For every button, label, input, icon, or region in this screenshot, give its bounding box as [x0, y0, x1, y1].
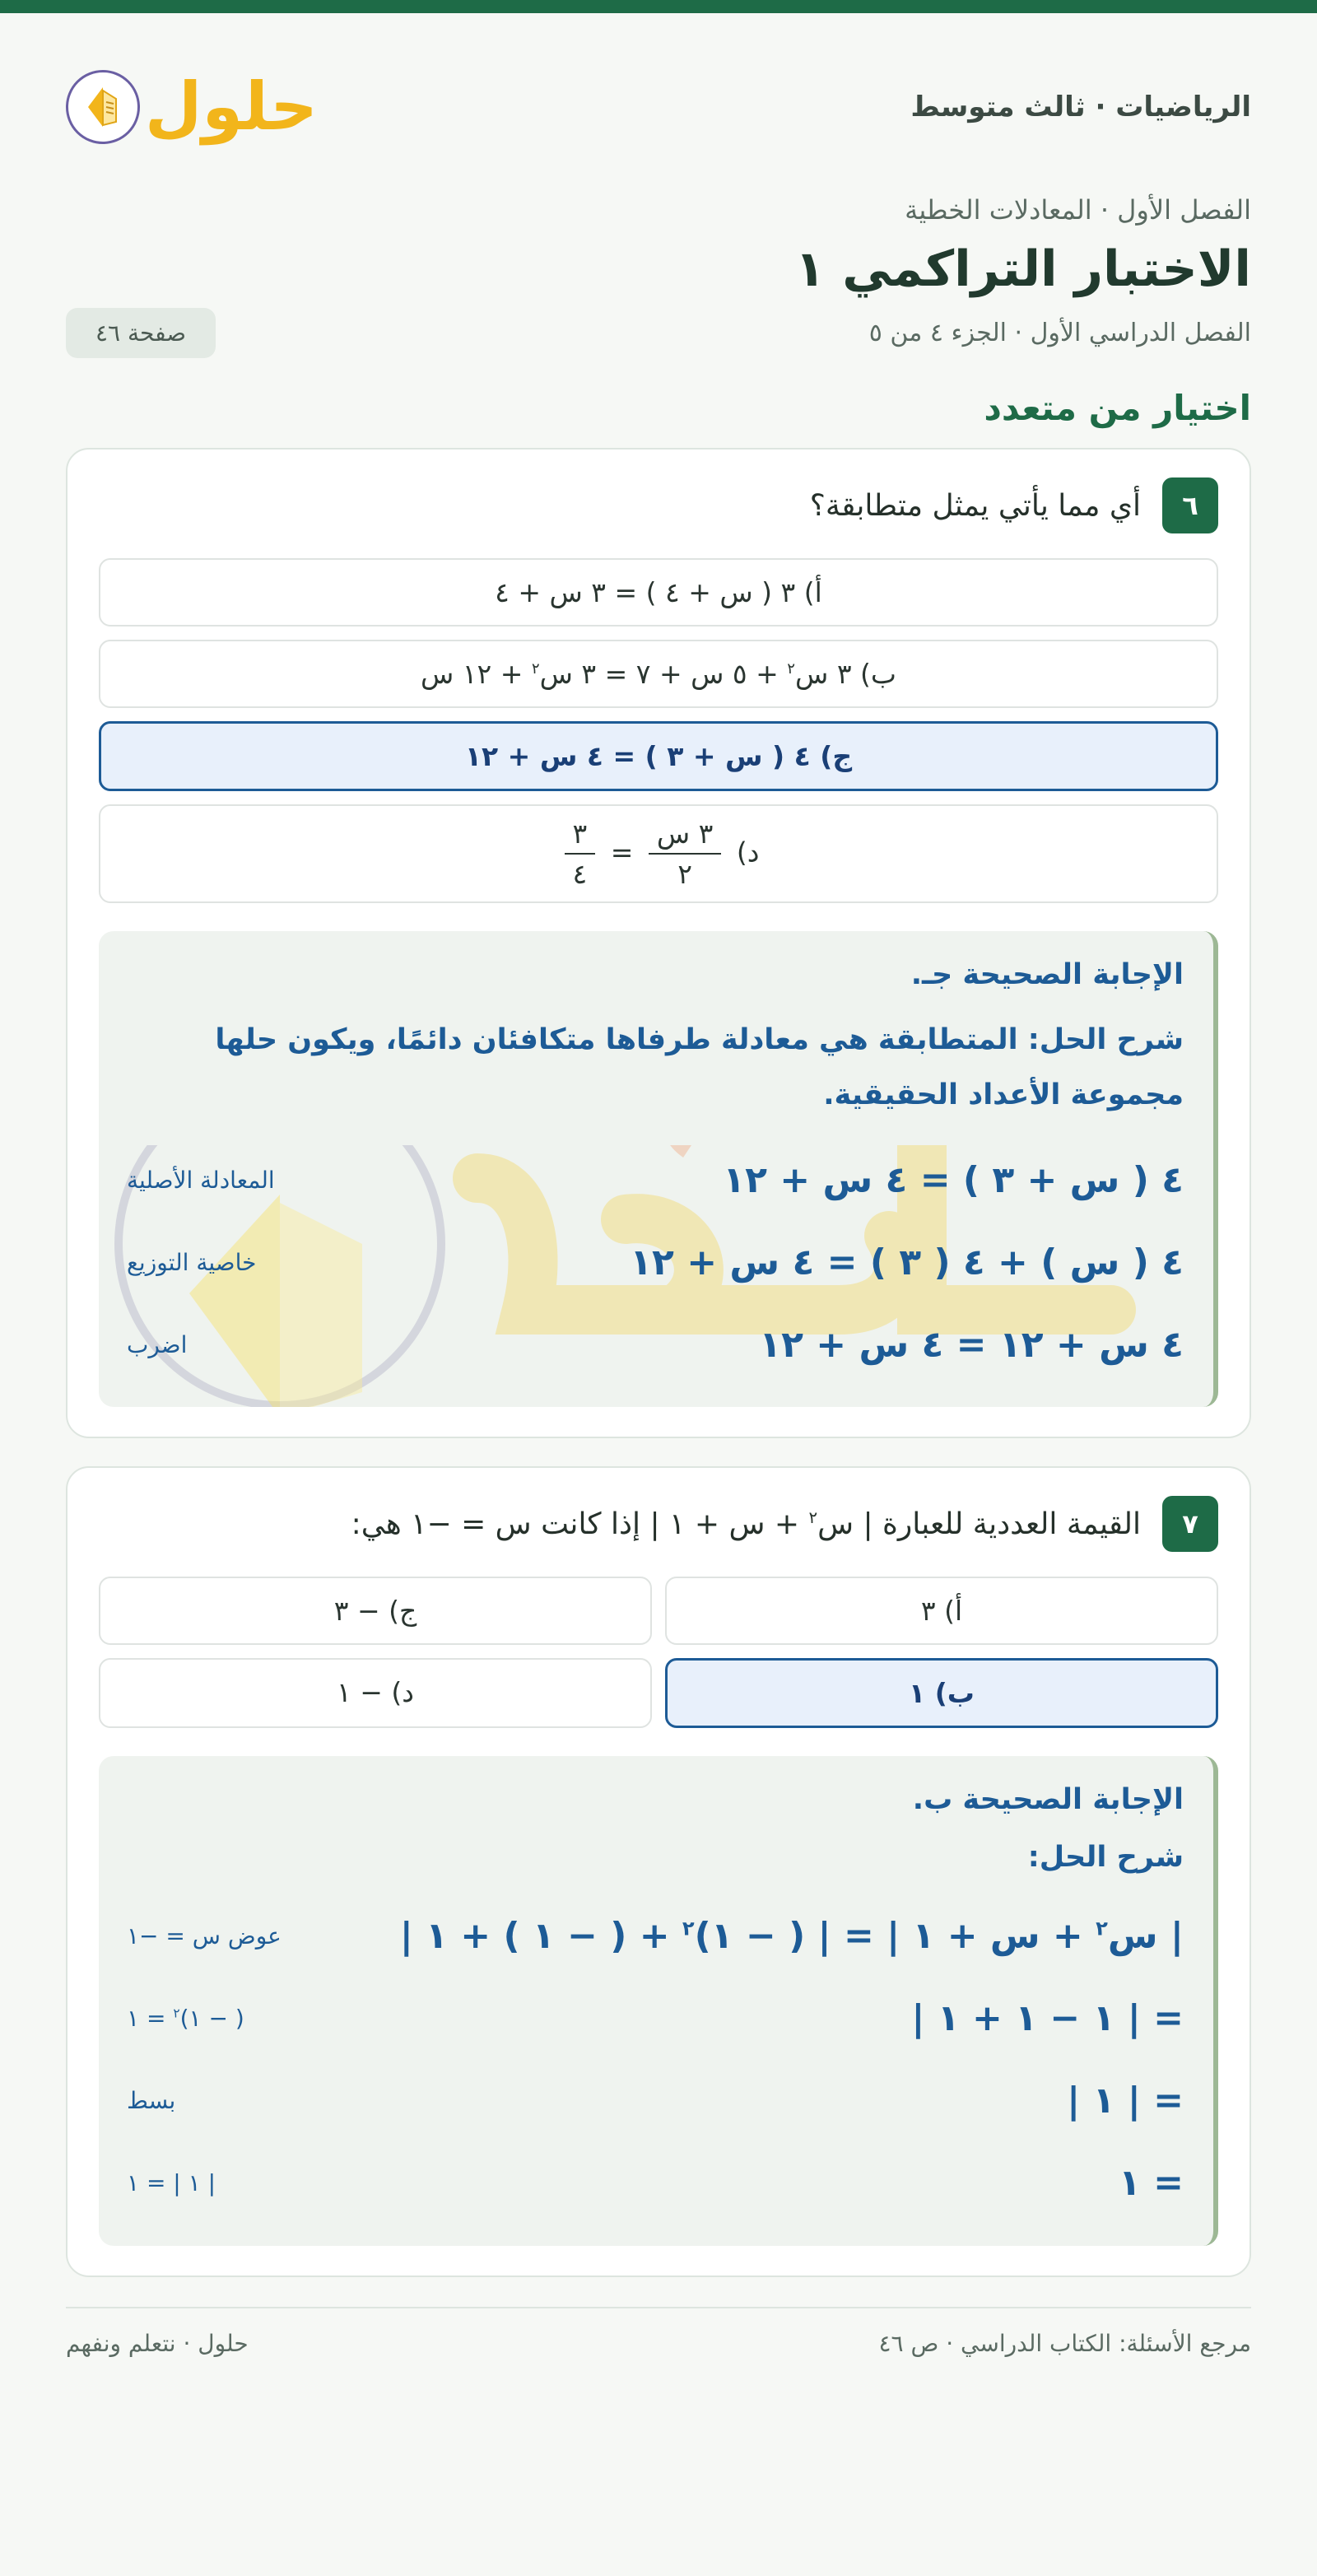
eq-part: | س	[1107, 1915, 1184, 1958]
step-equation	[400, 1915, 1184, 1957]
note-part: = ١	[127, 2005, 174, 2033]
fraction	[649, 818, 722, 890]
solution-step	[127, 2060, 1184, 2142]
page-number-badge: صفحة ٤٦	[66, 308, 216, 358]
solution-step	[127, 1139, 1184, 1221]
section-title: اختيار من متعدد	[984, 388, 1251, 428]
step-equation: = | ١ |	[1067, 2080, 1184, 2122]
option-b-selected[interactable]: ب) ١	[665, 1658, 1218, 1728]
question-text-part: + س + ١ | إذا كانت س = −١ هي:	[351, 1507, 809, 1541]
step-equation: ٤ ( س ) + ٤ ( ٣ ) = ٤ س + ١٢	[630, 1241, 1184, 1283]
solution-explanation: شرح الحل: المتطابقة هي معادلة طرفاها متكافئان دائمًا، ويكون حلها مجموعة الأعداد الحقيقية.	[215, 1023, 1184, 1111]
step-note: اضرب	[127, 1330, 188, 1358]
exponent: ٢	[808, 1507, 818, 1527]
step-equation: = ١	[1118, 2162, 1184, 2205]
solution-box	[99, 1756, 1218, 2246]
step-note: عوض س = −١	[127, 1922, 282, 1950]
solution-box	[99, 931, 1218, 1407]
fraction	[565, 818, 596, 890]
option-a[interactable]: أ) ٣ ( س + ٤ ) = ٣ س + ٤	[99, 558, 1218, 627]
chapter-label: الفصل الأول · المعادلات الخطية	[905, 194, 1251, 226]
step-equation: ٤ ( س + ٣ ) = ٤ س + ١٢	[723, 1158, 1184, 1201]
fraction-denominator: ٤	[572, 858, 588, 890]
option-b-part: ب) ٣ س	[795, 658, 896, 690]
solution-step	[127, 1221, 1184, 1303]
footer-brand[interactable]: حلول · نتعلم ونفهم	[66, 2329, 249, 2357]
question-text-part: القيمة العددية للعبارة | س	[817, 1507, 1141, 1541]
correct-answer: الإجابة الصحيحة ب.	[912, 1783, 1184, 1817]
solution-step	[127, 1303, 1184, 1386]
page-title: الاختبار التراكمي ١	[794, 240, 1251, 298]
title-row	[66, 240, 1251, 298]
question-header	[99, 477, 1218, 533]
option-b-part: + ٥ س + ٧ = ٣ س	[539, 658, 788, 690]
fraction-numerator: ٣	[565, 818, 596, 855]
option-b[interactable]	[99, 640, 1218, 708]
question-text: أي مما يأتي يمثل متطابقة؟	[809, 488, 1141, 523]
step-note: المعادلة الأصلية	[127, 1166, 275, 1194]
option-d-label: د)	[736, 836, 760, 869]
step-note: | ١ | = ١	[127, 2169, 216, 2197]
question-text	[351, 1507, 1141, 1541]
exponent: ٢	[787, 660, 796, 678]
step-note: بسط	[127, 2087, 176, 2115]
exponent: ٢	[1096, 1917, 1108, 1940]
subject-label: الرياضيات · ثالث متوسط	[910, 91, 1251, 123]
question-number: ٦	[1162, 477, 1218, 533]
option-c-selected[interactable]: ج) ٤ ( س + ٣ ) = ٤ س + ١٢	[99, 721, 1218, 791]
step-note: خاصية التوزيع	[127, 1248, 257, 1276]
note-part: ( − ١)	[179, 2005, 244, 2033]
correct-answer: الإجابة الصحيحة جـ.	[910, 958, 1184, 991]
option-d[interactable]: د) − ١	[99, 1658, 652, 1728]
question-header	[99, 1496, 1218, 1552]
exponent: ٢	[682, 1917, 695, 1940]
step-equation: ٤ س + ١٢ = ٤ س + ١٢	[759, 1323, 1184, 1366]
question-number: ٧	[1162, 1496, 1218, 1552]
solution-explanation: شرح الحل:	[1027, 1840, 1184, 1874]
meta-row	[66, 308, 1251, 358]
logo-book-icon	[66, 70, 140, 144]
eq-part: + ( − ١ ) + ١ |	[399, 1915, 682, 1958]
solution-step	[127, 1977, 1184, 2060]
site-logo[interactable]	[66, 70, 318, 144]
question-card-6	[66, 448, 1251, 1438]
question-card-7	[66, 1466, 1251, 2277]
options-grid	[99, 1577, 1218, 1728]
page-content	[0, 13, 1317, 2357]
fraction-denominator: ٢	[677, 858, 693, 890]
option-c[interactable]: ج) − ٣	[99, 1577, 652, 1645]
option-d[interactable]	[99, 804, 1218, 903]
step-equation: = | ١ − ١ + ١ |	[911, 1997, 1184, 2040]
page-footer	[66, 2307, 1251, 2357]
solution-step	[127, 1895, 1184, 1977]
fraction-numerator: ٣ س	[649, 818, 722, 855]
step-note	[127, 2005, 244, 2032]
solution-step	[127, 2142, 1184, 2224]
top-accent-bar	[0, 0, 1317, 13]
term-info: الفصل الدراسي الأول · الجزء ٤ من ٥	[868, 319, 1251, 347]
footer-source: مرجع الأسئلة: الكتاب الدراسي · ص ٤٦	[878, 2329, 1251, 2357]
option-b-part: + ١٢ س	[421, 658, 532, 690]
eq-part: + س + ١ | = | ( − ١)	[694, 1915, 1096, 1958]
equals-sign: =	[610, 836, 634, 869]
option-a[interactable]: أ) ٣	[665, 1577, 1218, 1645]
exponent: ٢	[531, 660, 540, 678]
exponent: ٢	[173, 2005, 180, 2021]
page-header	[66, 13, 1251, 196]
logo-wordmark: حلول	[145, 68, 318, 145]
